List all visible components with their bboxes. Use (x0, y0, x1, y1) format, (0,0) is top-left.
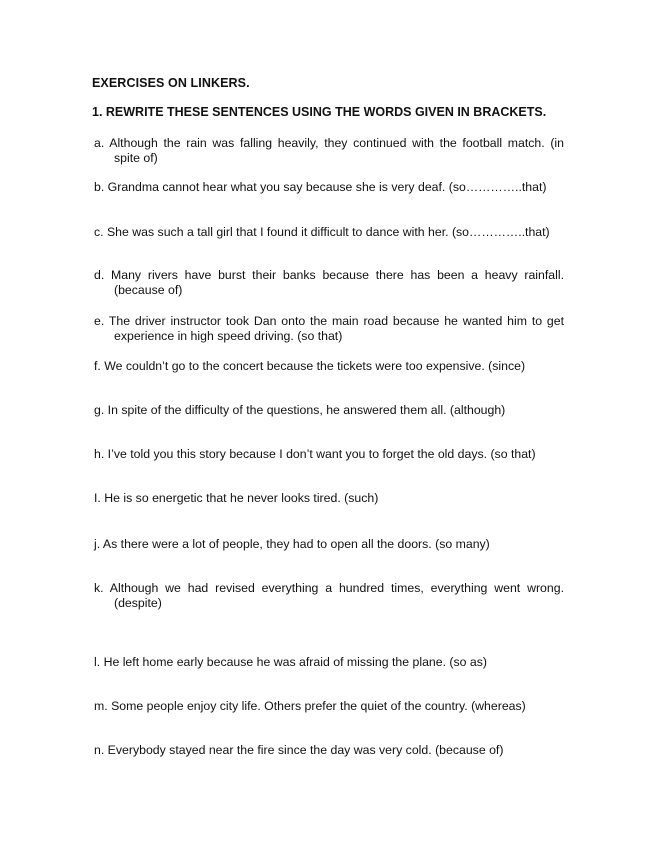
exercise-item-l: l. He left home early because he was afraid of missing the plane. (so as) (94, 655, 488, 669)
exercise-item-i: I. He is so energetic that he never looks tired. (such) (94, 491, 379, 505)
exercise-item-b: b. Grandma cannot hear what you say because she is very deaf. (so…………..that) (94, 180, 547, 194)
exercise-item-e: e. The driver instructor took Dan onto the main road because he wanted him to get experience in high speed driving. (so that) (94, 314, 564, 343)
exercise-item-g: g. In spite of the difficulty of the questions, he answered them all. (although) (94, 403, 506, 417)
exercise-heading: 1. REWRITE THESE SENTENCES USING THE WORDS GIVEN IN BRACKETS. (92, 105, 547, 119)
exercise-item-n: n. Everybody stayed near the fire since the day was very cold. (because of) (94, 743, 504, 757)
exercise-item-f: f. We couldn’t go to the concert because the tickets were too expensive. (since) (94, 359, 526, 373)
exercise-item-m: m. Some people enjoy city life. Others prefer the quiet of the country. (whereas) (94, 699, 526, 713)
exercise-item-h: h. I’ve told you this story because I don’t want you to forget the old days. (so that) (94, 447, 536, 461)
exercise-item-d: d. Many rivers have burst their banks because there has been a heavy rainfall. (because of) (94, 268, 564, 297)
exercise-item-j: j. As there were a lot of people, they had to open all the doors. (so many) (94, 537, 490, 551)
page-title: EXERCISES ON LINKERS. (92, 76, 250, 90)
exercise-item-a: a. Although the rain was falling heavily, they continued with the football match. (in spite of) (94, 136, 564, 165)
exercise-item-c: c. She was such a tall girl that I found it difficult to dance with her. (so…………..that) (94, 225, 550, 239)
exercise-item-k: k. Although we had revised everything a hundred times, everything went wrong. (despite) (94, 581, 564, 610)
